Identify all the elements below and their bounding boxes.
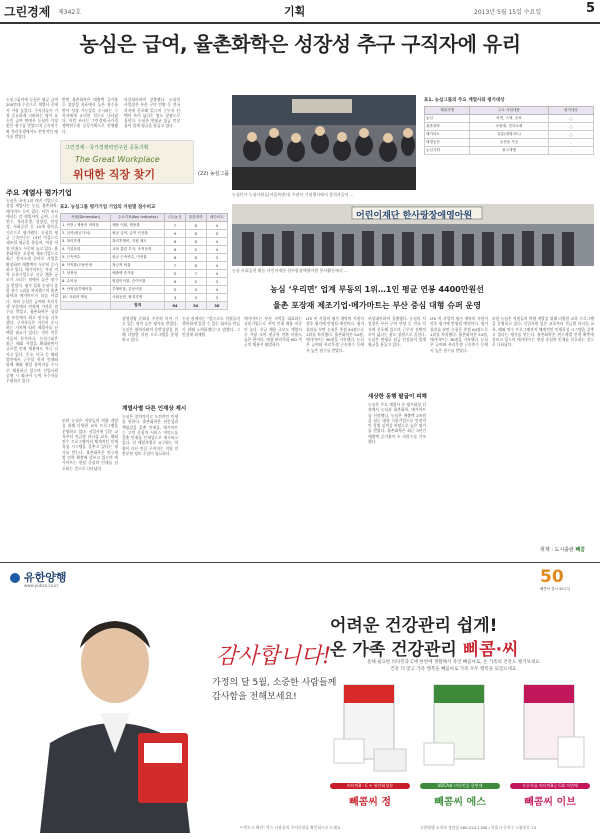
- table-cell: 4: [206, 246, 227, 254]
- ad-footer-notice: *"반드시 확인" 박스 사용상의 주의사항을 확인하시고 드세요: [240, 825, 341, 830]
- table-cell: 4: [185, 286, 206, 294]
- table-row: [425, 131, 594, 139]
- table-cell: 정규직 비율: [111, 262, 165, 270]
- table-2-header: 주요지표(Key Indicator): [111, 214, 165, 222]
- table-cell: 6: [185, 254, 206, 262]
- staff-group-photo-image: [232, 95, 416, 190]
- subsection-body: 농심은 창의적이고 도전적인 인재를 원한다. 율촌화학은 전문성과 책임감을 갖춘 인재를, 메가마트는 고객 중심의 서비스 마인드를 갖춘 인재를 인재상으로 제시하고 있다. 각 계열사별로 요구하는 역량이 다른 만큼 구직자는 지원 전 충분한 정보 수집이 필요하다.: [122, 414, 178, 457]
- ad-headline-2: [330, 635, 518, 660]
- table-cell: 복리후생비, 지원 제도: [111, 238, 165, 246]
- table-cell: 8: [165, 238, 185, 246]
- table-cell: 1. 안전 / 채용의 어려움: [61, 222, 111, 230]
- table-cell: 5: [206, 230, 227, 238]
- table-row: [61, 270, 228, 278]
- subsection-title-2: 새상한 동행 팔굽이 피해: [368, 394, 427, 400]
- table-cell: 7: [165, 222, 185, 230]
- table-cell: ○: [548, 131, 593, 139]
- table-cell: 농심기획: [425, 147, 470, 155]
- table-row: [61, 262, 228, 270]
- ad-description: 올해 필요한 비타민과 C에 한번에 생활해서 자연 빼콤씨로, 온 가족의 건강도 챙겨보세요.: [367, 660, 541, 665]
- affiliates-table: [424, 106, 594, 155]
- masthead: [0, 0, 600, 24]
- table-cell: 6: [185, 262, 206, 270]
- product-1-caption: 비타민B · C + 항산화성분: [330, 783, 410, 789]
- ad-description-2: 건강 더 맞고 가족 행복을 빼콤씨로 가족 모두 행복을 되찾으세요.: [390, 667, 518, 672]
- table-row: [61, 238, 228, 246]
- table-cell: 6: [185, 238, 206, 246]
- product-2-box-icon: [420, 679, 500, 791]
- table-cell: 포장재, 전자소재: [470, 123, 549, 131]
- table-cell: 6: [185, 222, 206, 230]
- table-cell: 4: [206, 222, 227, 230]
- table-cell: 4. 기업문화: [61, 246, 111, 254]
- table-cell: 라면, 스낵, 음료: [470, 115, 549, 123]
- table-2-header: 메가마트: [206, 214, 227, 222]
- ad-brand-name: 삐콤·씨: [462, 640, 519, 660]
- table-row: [61, 222, 228, 230]
- table-cell: 태경농산: [425, 139, 470, 147]
- table-cell: 7. 성장성: [61, 270, 111, 278]
- table-cell: 8. 수익성: [61, 278, 111, 286]
- company-logo-icon: [10, 573, 20, 583]
- table-cell: 4: [206, 286, 227, 294]
- table-2-title: 표2. 농심그룹 평가기업 기업의 지원별 점수비교: [60, 205, 156, 210]
- table-cell: 3: [165, 294, 185, 302]
- table-cell: 9. 안정성/부채비율: [61, 286, 111, 294]
- advertisement[interactable]: [0, 562, 600, 839]
- table-cell: 5: [185, 246, 206, 254]
- column-body-b: 농심 관계자는 “앞으로도 직원들이 행복하게 일할 수 있는 회사를 만들기 위해 노력하겠다”고 말했다. 그린경제 취재팀: [182, 316, 240, 337]
- table-cell: 3: [206, 278, 227, 286]
- table-cell: 4: [206, 270, 227, 278]
- table-cell: 5: [165, 270, 185, 278]
- company-brand: 유한양행: [24, 571, 67, 584]
- table-row: [61, 230, 228, 238]
- table-cell: 부채비율, 유동비율: [111, 286, 165, 294]
- ad-message-1: 가정의 달 5월, 소중한 사람들께: [212, 678, 337, 688]
- table-cell: 2. 급여(평균가치): [61, 230, 111, 238]
- anniversary-badge: [540, 569, 588, 593]
- table-cell: 6: [185, 230, 206, 238]
- product-3-name: 빼콤씨 이브: [524, 797, 576, 808]
- subsection-title: 계열사별 다른 인재상 제시: [122, 406, 187, 412]
- column-body-a: 상생경영 문화를 꾸준히 이어 가고 있는 점이 높은 평가를 받았다. 농심은 협력사와의 동반성장을 위해 다양한 지원 프로그램을 운영하고 있다.: [122, 316, 178, 343]
- table-cell: 광고대행: [470, 147, 549, 155]
- subhead-2: 율촌 포장재 제조기업·메가마트는 부산 중심 대형 슈퍼 운영: [272, 301, 481, 310]
- score-comparison-table: [60, 213, 228, 310]
- spokesperson-photo: [20, 593, 210, 833]
- table-cell: 농산물 가공: [470, 139, 549, 147]
- issue-date: 2013년 5월 15일 수요일: [474, 9, 542, 16]
- anniversary-text: 빼콤씨 출시 50주년: [540, 587, 571, 591]
- column-body-c: 메가마트는 부산 지역을 대표하는 유통기업으로 지역 인재 채용 비중이 높다. 신규 채용 규모도 계열사 중 가장 크며 정규직 전환 비율도 높은 편이다. 매장 관리직과 MD 직군의 채용이 활발하다.: [244, 316, 302, 348]
- product-3-box-icon: [510, 679, 590, 791]
- table-cell: 율촌화학: [425, 123, 470, 131]
- table-cell: 64: [165, 302, 185, 310]
- table-2-header: 율촌화학: [185, 214, 206, 222]
- table-cell: -: [548, 139, 593, 147]
- ad-headline-1: 어려운 건강관리 쉽게!: [330, 616, 498, 636]
- product-3: [510, 679, 590, 821]
- table-2-header: 차원(Dimension): [61, 214, 111, 222]
- ad-handwriting: 감사합니다!: [216, 644, 332, 669]
- column-body-e: 비상대비하여 창출했다. 농심의 사업장은 부산 구미 안양 등 전국 각지에 분포해 있으며 근무지 선택의 폭이 넓다는 점도 장점으로 꼽힌다. 농심은 연평균 임금 인상률이 업계 평균을 웃돌고 있다.: [368, 316, 426, 348]
- table-cell: 매출액 증가율: [111, 270, 165, 278]
- sign-text: 어린이재단 한사랑장애영아원: [356, 211, 473, 221]
- company-url: www.yuhan.co.kr: [24, 583, 59, 588]
- table-cell: 3: [206, 294, 227, 302]
- newspaper-brand: 그린경제: [4, 5, 51, 19]
- byline-brand: 빼콤: [575, 547, 586, 553]
- product-2: [420, 679, 500, 821]
- table-1-title: 표1. 농심그룹의 주요 계열사와 평가대상: [424, 98, 505, 103]
- table-cell: 6: [165, 278, 185, 286]
- table-2-header: (주)농심: [165, 214, 185, 222]
- byline: [540, 546, 585, 553]
- table-cell: 평균 근속연수, 이직률: [111, 254, 165, 262]
- page-headline: 농심은 급여, 율촌화학은 성장성 추구 구직자에 유리: [79, 32, 521, 56]
- product-3-caption: 우루사를 비타민B군 C와 이번에: [510, 783, 590, 789]
- table-cell: [61, 302, 111, 310]
- table-row: [425, 115, 594, 123]
- banner-mid: The Great Workplace: [75, 155, 160, 164]
- table-cell: 4: [206, 262, 227, 270]
- table-row: [61, 246, 228, 254]
- table-cell: 평균 급여, 급여 인상률: [111, 230, 165, 238]
- table-cell: 3: [185, 294, 206, 302]
- lead-paragraph-1: 농심그룹이에 농심은 평균 급여 200만대 수준으로 계열사 중에서 가장 높았다. 구직자들이 가장 중요하게 고려하는 평가 요소인 급여 면에서 농심이 가장 좋은 점수를 받았으며 근속연수와 복리후생에서도 안정적인 평가를 받았다.: [6, 97, 58, 140]
- column-body-g: LTE 이 사업의 평가 계약의 지원이 향후 평가에 반영될 예정이다. 평가결과를 보면 농심은 총점 64점으로 1위를 차지했다. 율촌화학은 54점, 메가마트는 38점을 기록했다. 농심은 급여와 복리후생 근속연수 등에서 높은 점수를 받았다.: [430, 316, 488, 353]
- table-cell: 38: [206, 302, 227, 310]
- table-cell: 3. 복리후생: [61, 238, 111, 246]
- subhead-1: 농심 ‘우리면’ 업계 부동의 1위…1인 평균 연봉 4400만원선: [270, 285, 484, 294]
- column-body-h: 또한 농심은 직원들의 역량 개발을 위해 다양한 교육 프로그램을 운영하고 있다. 신입사원 입문 교육부터 직급별 리더십 교육, 해외 연수 프로그램까지 체계적인 인재육성 시스템을 갖추고 있다는 평가를 받는다. 율촌화학은 연구개발 인력 확충에 힘쓰고 있으며 메가마트는 현장 중심의 인재를 선호하는 것으로 나타났다.: [492, 316, 594, 348]
- table-cell: 채용 인원, 채용률: [111, 222, 165, 230]
- table-row: [61, 254, 228, 262]
- table-cell: 6. 이직률/고용안정: [61, 262, 111, 270]
- anniversary-number: 50: [540, 567, 564, 587]
- banner-main: 위대한 직장 찾기: [73, 168, 156, 181]
- table-cell: 농심: [425, 115, 470, 123]
- table-cell: 9: [165, 230, 185, 238]
- product-1: [330, 679, 410, 821]
- page-number: 5: [586, 1, 596, 16]
- table-cell: ○: [548, 115, 593, 123]
- ad-footer-address: 유한양행 소비자 상담실 080-024-1188 / 서울시 동작구 노량진로 74: [420, 825, 537, 830]
- table-row: [425, 147, 594, 155]
- series-banner: [60, 140, 194, 184]
- table-cell: 메가마트: [425, 131, 470, 139]
- column-body-d: LTE 이 사업의 평가 계약의 지원이 향후 평가에 반영될 예정이다. 평가결과를 보면 농심은 총점 64점으로 1위를 차지했다. 율촌화학은 54점, 메가마트는 38점을 기록했다. 농심은 급여와 복리후생 근속연수 등에서 높은 점수를 받았다.: [306, 316, 364, 353]
- byline-text: 취재 : 도시출판: [540, 547, 574, 553]
- column-body-f: 농심은 주요 계열사 중 평가대상 선정에서 농심과 율촌화학, 메가마트를 선정했다. 농심은 매출액 2조원을 넘는 대형 식품기업으로 안정적인 경영 실적을 바탕으로 높은 평가를 받았다. 율촌화학은 최근 3년간 매출액 증가율이 두 자릿수를 기록했다.: [368, 402, 426, 445]
- volunteer-group-photo: [232, 204, 594, 266]
- banner-top: 그린경제 · 국가경쟁력연구원 공동기획: [65, 145, 149, 151]
- table-1-header: 평가대상: [548, 107, 593, 115]
- product-1-box-icon: [330, 679, 410, 791]
- table-row: [425, 139, 594, 147]
- table-cell: 4: [206, 238, 227, 246]
- issue-number: 제342호: [58, 9, 82, 16]
- table-cell: 10. 사회적 책임: [61, 294, 111, 302]
- table-cell: 3: [206, 254, 227, 262]
- section-1-body-continued: 또한 농심은 직원들의 역량 개발을 위해 다양한 교육 프로그램을 운영하고 있다. 신입사원 입문 교육부터 직급별 리더십 교육, 해외 연수 프로그램까지 체계적인 인재육성 시스템을 갖추고 있다는 평가를 받는다. 율촌화학은 연구개발 인력 확충에 힘쓰고 있으며 메가마트는 현장 중심의 인재를 선호하는 것으로 나타났다.: [62, 418, 118, 471]
- product-1-name: 빼콤씨 정: [348, 797, 392, 808]
- series-number: (22) 농심그룹: [198, 171, 230, 177]
- product-2-name: 빼콤씨 에스: [434, 797, 486, 808]
- table-cell: 사회공헌, 환경경영: [111, 294, 165, 302]
- table-cell: 5: [185, 278, 206, 286]
- photo-2-caption: 농심 사회공헌 활동 어린이재단 한사랑장애영아원 봉사활동에서 ...: [232, 268, 348, 273]
- section-name: 기획: [284, 5, 306, 18]
- table-cell: ○: [548, 123, 593, 131]
- table-1-header: 주요 사업내용: [470, 107, 549, 115]
- lead-paragraph-2: 반면 율촌화학은 매출액 증가율 등 성장성 지표에서 높은 점수를 받아 성장 가능성을 중시하는 구직자에게 유리한 것으로 나타났다. 이번 조사는 그린경제·국가경쟁력연구원 공동기획으로 진행됐다.: [62, 97, 118, 134]
- table-cell: 5. 근속연수: [61, 254, 111, 262]
- table-cell: 7: [165, 262, 185, 270]
- photo-1-caption: 농심본사 농심사원들(서울특별시) 주관사 기념행사에서 참석자들이 ...: [232, 192, 354, 197]
- table-cell: 교육 훈련 투자, 조직문화: [111, 246, 165, 254]
- ad-message-2: 감사함을 전해보세요!: [212, 692, 297, 702]
- table-cell: -: [548, 147, 593, 155]
- table-row: [425, 123, 594, 131]
- table-cell: 유통(대형마트): [470, 131, 549, 139]
- lead-paragraph-3: 비상대비하여 창출했다. 농심의 사업장은 부산 구미 안양 등 전국 각지에 분포해 있으며 근무지 선택의 폭이 넓다는 점도 장점으로 꼽힌다. 농심은 연평균 임금 인상률이 업계 평균을 웃돌고 있다.: [124, 97, 180, 129]
- table-cell: 6: [165, 246, 185, 254]
- table-cell: 5: [165, 286, 185, 294]
- table-cell: 54: [185, 302, 206, 310]
- table-cell: 영업이익률, 순이익률: [111, 278, 165, 286]
- product-2-caption: UDCA와 비타민을 한번에: [420, 783, 500, 789]
- ad-headline-2-prefix: 온 가족 건강관리: [330, 640, 457, 660]
- table-cell: 8: [165, 254, 185, 262]
- table-cell: 7: [185, 270, 206, 278]
- table-1-header: 계열사명: [425, 107, 470, 115]
- section-1-body: 농심은 국내 1위 라면 기업으로 상장 계열사는 농심, 율촌화학, 메가마트 등이 있다. 이번 조사에서는 각 계열사의 급여, 근속연수, 복리후생, 성장성, 안정성, 사회공헌 등 10개 항목을 기준으로 평가했다. 농심의 평균 근속연수는 13년 이상으로 제조업 평균을 웃돌며, 여성 직원 비율도 꾸준히 늘고 있다. 율촌화학은 포장재 제조기업으로 최근 전자소재 분야로 사업을 확장하며 매출액이 꾸준히 증가하고 있다. 메가마트는 부산 지역 유통기업으로 신규 채용 규모가 크다는 점에서 높은 점수를 받았다. 평가 결과 농심이 종합 점수 1위를 차지했으며 율촌화학과 메가마트가 뒤를 이었다. 특히 농심은 급여와 복리후생 부문에서 만점에 가까운 점수를 얻었고, 율촌화학은 성장성 부문에서 최고 점수를 기록했다. 구직자들은 자신이 중시하는 가치에 따라 계열사를 선택할 필요가 있다는 것이 전문가들의 분석이다. 농심그룹은 최근 해외 사업을 확대하면서 글로벌 인재 채용에도 적극 나서고 있다. 중국, 미국 등 해외 법인에서 근무할 현지 인재와 함께 해외 영업 경력자를 수시로 채용하고 있으며 신입사원 공채 시 외국어 능력 우수자를 우대하고 있다.: [6, 198, 58, 384]
- section-title-1: 주요 계열사 평가기업: [6, 189, 72, 197]
- staff-group-photo: [232, 95, 416, 190]
- table-cell: 합계: [111, 302, 165, 310]
